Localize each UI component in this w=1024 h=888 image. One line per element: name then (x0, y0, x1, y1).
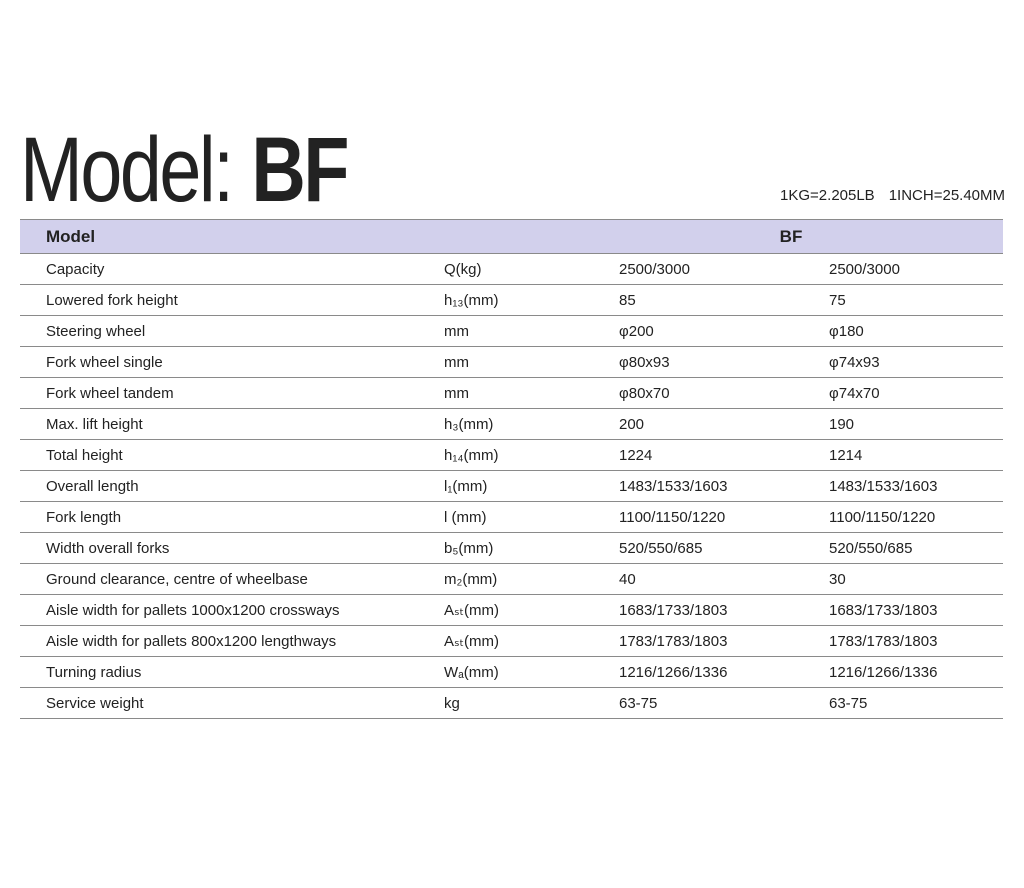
table-row (20, 688, 1003, 719)
row-value-2: 1100/1150/1220 (829, 508, 936, 526)
table-row (20, 533, 1003, 564)
row-label: Ground clearance, centre of wheelbase (46, 570, 308, 588)
model-name-heading: BF (251, 118, 348, 221)
row-unit: Q(kg) (444, 260, 482, 278)
row-value-2: φ74x93 (829, 353, 880, 371)
row-label: Steering wheel (46, 322, 146, 340)
spec-table (20, 219, 1003, 719)
row-label: Lowered fork height (46, 291, 178, 309)
row-value-1: 40 (619, 570, 636, 588)
row-unit: h₃(mm) (444, 415, 494, 433)
row-value-2: 1683/1733/1803 (829, 601, 938, 619)
row-value-1: 2500/3000 (619, 260, 690, 278)
table-row (20, 316, 1003, 347)
row-value-1: φ80x70 (619, 384, 670, 402)
title-prefix: Model: (20, 118, 232, 221)
row-label: Aisle width for pallets 800x1200 lengthways (46, 632, 337, 650)
row-label: Fork length (46, 508, 122, 526)
row-value-2: 1783/1783/1803 (829, 632, 938, 650)
row-value-2: 1483/1533/1603 (829, 477, 938, 495)
row-value-2: φ74x70 (829, 384, 880, 402)
table-row (20, 440, 1003, 471)
row-unit: kg (444, 694, 460, 712)
row-value-1: 520/550/685 (619, 539, 703, 557)
row-unit: l (mm) (444, 508, 487, 526)
row-label: Width overall forks (46, 539, 170, 557)
table-row (20, 347, 1003, 378)
row-value-1: φ200 (619, 322, 654, 340)
row-unit: l₁(mm) (444, 477, 488, 495)
row-label: Turning radius (46, 663, 142, 681)
row-unit: mm (444, 322, 469, 340)
row-label: Total height (46, 446, 123, 464)
row-unit: Wₐ(mm) (444, 663, 499, 681)
row-value-2: 520/550/685 (829, 539, 913, 557)
row-value-2: 2500/3000 (829, 260, 900, 278)
table-row (20, 471, 1003, 502)
table-row (20, 595, 1003, 626)
row-label: Fork wheel single (46, 353, 163, 371)
row-unit: Aₛₜ(mm) (444, 633, 500, 650)
row-label: Max. lift height (46, 415, 143, 433)
row-value-1: 1783/1783/1803 (619, 632, 728, 650)
row-value-2: 190 (829, 415, 855, 433)
row-value-1: 200 (619, 415, 645, 433)
row-unit: mm (444, 384, 469, 402)
row-value-1: 1100/1150/1220 (619, 508, 726, 526)
row-value-2: φ180 (829, 322, 864, 340)
row-label: Aisle width for pallets 1000x1200 crossways (46, 601, 340, 619)
row-value-1: φ80x93 (619, 353, 670, 371)
row-label: Service weight (46, 694, 144, 712)
row-unit: m₂(mm) (444, 570, 498, 588)
spec-table-header (20, 220, 1003, 254)
table-row (20, 502, 1003, 533)
row-unit: Aₛₜ(mm) (444, 602, 500, 619)
row-value-2: 30 (829, 570, 846, 588)
row-label: Capacity (46, 260, 105, 278)
row-value-1: 1216/1266/1336 (619, 663, 728, 681)
table-row (20, 378, 1003, 409)
table-row (20, 657, 1003, 688)
header-label: Model (46, 226, 96, 246)
row-value-2: 1214 (829, 446, 863, 464)
table-row (20, 409, 1003, 440)
table-row (20, 564, 1003, 595)
header-unit-spacer (444, 220, 619, 254)
row-value-1: 63-75 (619, 694, 658, 712)
row-value-2: 63-75 (829, 694, 868, 712)
row-unit: b₅(mm) (444, 539, 494, 557)
row-value-2: 1216/1266/1336 (829, 663, 938, 681)
row-unit: mm (444, 353, 469, 371)
row-value-1: 1683/1733/1803 (619, 601, 728, 619)
row-value-1: 1483/1533/1603 (619, 477, 728, 495)
row-value-2: 75 (829, 291, 846, 309)
row-unit: h₁₄(mm) (444, 446, 499, 464)
row-label: Fork wheel tandem (46, 384, 174, 402)
row-value-1: 1224 (619, 446, 653, 464)
table-row (20, 285, 1003, 316)
header-row (20, 220, 1003, 254)
table-row (20, 254, 1003, 285)
header-model: BF (779, 226, 803, 246)
page-title (20, 118, 348, 221)
row-label: Overall length (46, 477, 139, 495)
row-unit: h₁₃(mm) (444, 291, 499, 309)
row-value-1: 85 (619, 291, 636, 309)
length-conversion: 1INCH=25.40MM (888, 187, 1005, 204)
weight-conversion: 1KG=2.205LB (780, 187, 875, 204)
table-row (20, 626, 1003, 657)
unit-conversion-note (780, 187, 1005, 204)
spec-table-body (20, 254, 1003, 719)
